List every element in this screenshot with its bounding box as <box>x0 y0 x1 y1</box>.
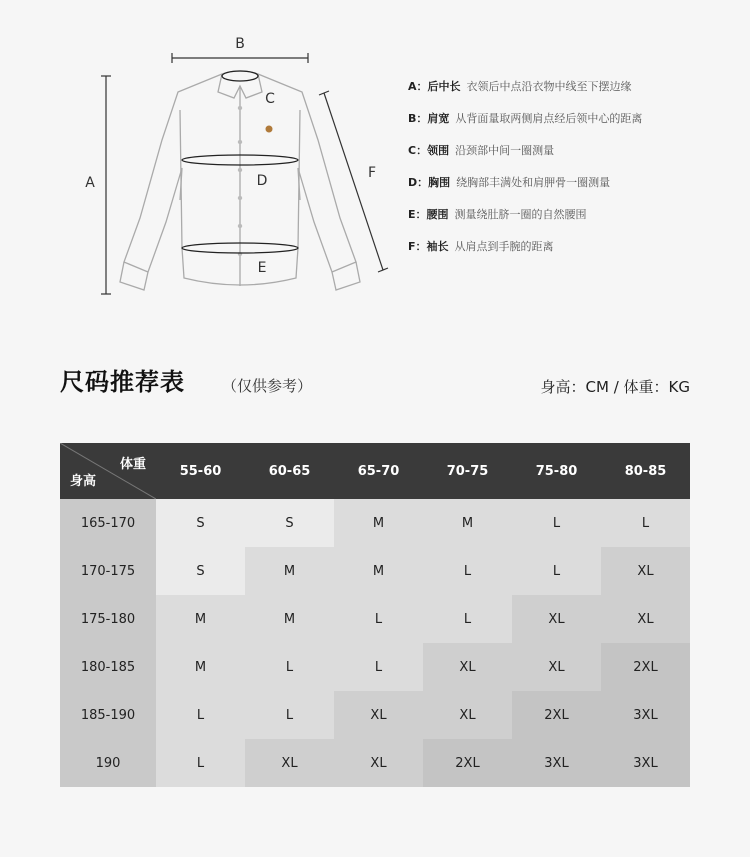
page-title: 尺码推荐表 <box>60 368 185 396</box>
label-f: F <box>367 165 377 181</box>
label-a: A <box>85 175 95 191</box>
size-cell: M <box>156 595 245 643</box>
weight-column-header: 70-75 <box>423 443 512 499</box>
corner-height-label: 身高 <box>70 474 97 489</box>
legend-item: F：袖长 从肩点到手腕的距离 <box>408 240 554 253</box>
weight-column-header: 65-70 <box>334 443 423 499</box>
shirt-measurement-diagram <box>0 0 400 310</box>
size-cell: M <box>245 547 334 595</box>
size-cell: XL <box>334 739 423 787</box>
size-cell: 3XL <box>601 691 690 739</box>
size-cell: XL <box>512 643 601 691</box>
size-cell: M <box>156 643 245 691</box>
height-row-header: 170-175 <box>60 547 156 595</box>
size-cell: XL <box>601 547 690 595</box>
legend-item: E：腰围 测量绕肚脐一圈的自然腰围 <box>408 208 587 221</box>
size-cell: L <box>423 595 512 643</box>
size-cell: L <box>334 643 423 691</box>
size-cell: XL <box>334 691 423 739</box>
units-note: 身高：CM / 体重：KG <box>540 378 690 396</box>
height-row-header: 190 <box>60 739 156 787</box>
size-cell: L <box>245 691 334 739</box>
size-cell: XL <box>512 595 601 643</box>
size-cell: L <box>156 691 245 739</box>
table-row <box>60 691 690 739</box>
size-cell: L <box>245 643 334 691</box>
legend-item: B：肩宽 从背面量取两侧肩点经后领中心的距离 <box>408 112 643 125</box>
size-cell: XL <box>423 691 512 739</box>
size-cell: L <box>334 595 423 643</box>
height-row-header: 185-190 <box>60 691 156 739</box>
size-recommendation-table <box>60 443 690 787</box>
size-cell: 3XL <box>512 739 601 787</box>
table-row <box>60 739 690 787</box>
measurement-legend <box>408 76 738 268</box>
size-cell: XL <box>245 739 334 787</box>
size-cell: M <box>334 499 423 547</box>
legend-item: C：领围 沿颈部中间一圈测量 <box>408 144 555 157</box>
size-cell: 3XL <box>601 739 690 787</box>
table-row <box>60 547 690 595</box>
sleeve-length-line <box>324 93 383 270</box>
size-cell: 2XL <box>601 643 690 691</box>
size-cell: 2XL <box>423 739 512 787</box>
legend-item: D：胸围 绕胸部丰满处和肩胛骨一圈测量 <box>408 176 611 189</box>
size-cell: S <box>245 499 334 547</box>
label-b: B <box>235 36 245 52</box>
size-cell: 2XL <box>512 691 601 739</box>
logo-icon <box>266 126 273 133</box>
size-cell: L <box>601 499 690 547</box>
size-cell: XL <box>601 595 690 643</box>
size-cell: M <box>423 499 512 547</box>
size-cell: L <box>423 547 512 595</box>
height-row-header: 165-170 <box>60 499 156 547</box>
size-cell: L <box>512 547 601 595</box>
table-row <box>60 499 690 547</box>
page-subtitle: （仅供参考） <box>222 377 313 395</box>
label-e: E <box>257 260 267 276</box>
label-d: D <box>256 173 268 189</box>
size-cell: M <box>334 547 423 595</box>
size-cell: S <box>156 547 245 595</box>
weight-column-header: 75-80 <box>512 443 601 499</box>
table-row <box>60 595 690 643</box>
size-cell: M <box>245 595 334 643</box>
weight-column-header: 55-60 <box>156 443 245 499</box>
weight-column-header: 80-85 <box>601 443 690 499</box>
size-cell: XL <box>423 643 512 691</box>
height-row-header: 175-180 <box>60 595 156 643</box>
weight-column-header: 60-65 <box>245 443 334 499</box>
collar-measure-ring <box>222 71 258 81</box>
table-row <box>60 643 690 691</box>
table-corner-cell <box>60 443 156 499</box>
shirt-outline <box>120 71 360 290</box>
corner-weight-label: 体重 <box>119 457 146 472</box>
size-cell: L <box>156 739 245 787</box>
height-row-header: 180-185 <box>60 643 156 691</box>
size-cell: L <box>512 499 601 547</box>
size-cell: S <box>156 499 245 547</box>
label-c: C <box>265 91 275 107</box>
table-header-row <box>60 443 690 499</box>
legend-item: A：后中长 衣领后中点沿衣物中线至下摆边缘 <box>408 80 632 93</box>
